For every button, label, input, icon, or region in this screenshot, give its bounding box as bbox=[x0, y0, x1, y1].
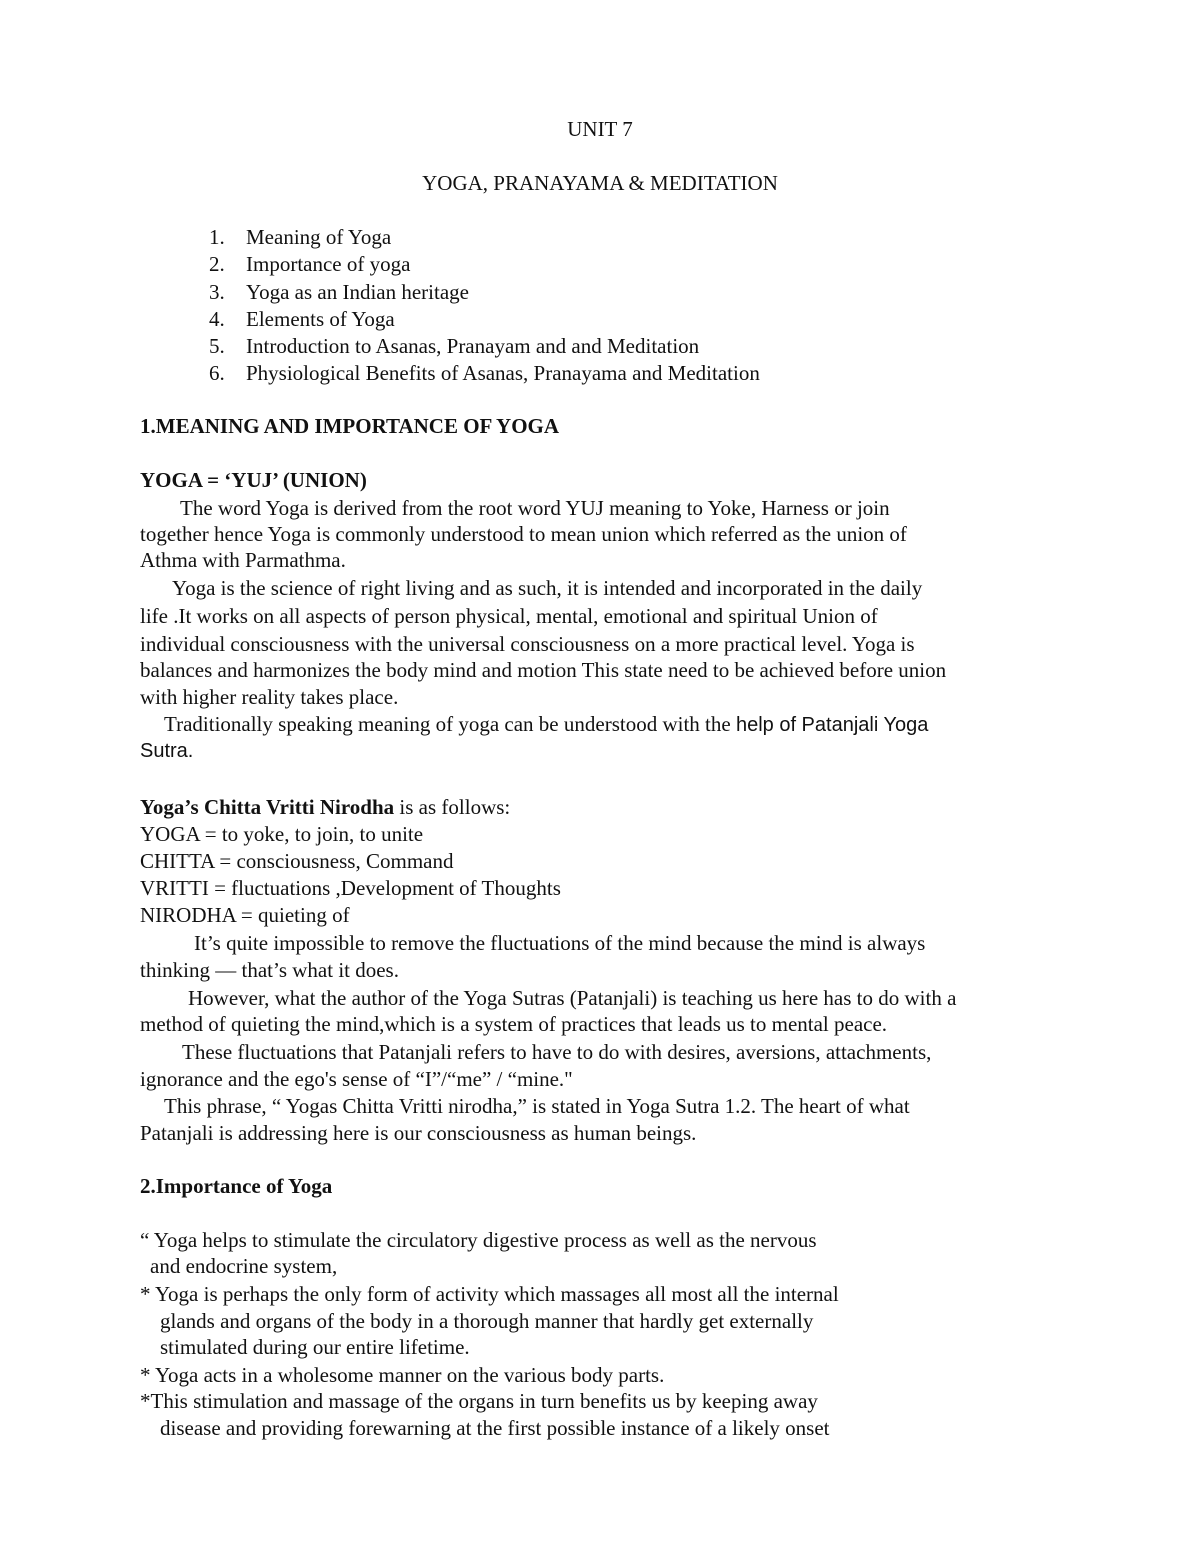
paragraph-line: Yoga is the science of right living and as such, it is intended and incorporated in the daily bbox=[172, 576, 923, 600]
definition-line: CHITTA = consciousness, Command bbox=[140, 849, 454, 873]
paragraph-line: balances and harmonizes the body mind and motion This state need to be achieved before union bbox=[140, 658, 947, 682]
bullet-line: disease and providing forewarning at the first possible instance of a likely onset bbox=[160, 1416, 830, 1440]
bullet-line: stimulated during our entire lifetime. bbox=[160, 1335, 470, 1359]
toc-number: 2. bbox=[209, 252, 225, 276]
document-title: YOGA, PRANAYAMA & MEDITATION bbox=[422, 171, 778, 195]
paragraph-text: Traditionally speaking meaning of yoga can be understood with the bbox=[164, 712, 731, 736]
definition-line: VRITTI = fluctuations ,Development of Thoughts bbox=[140, 876, 561, 900]
toc-text: Introduction to Asanas, Pranayam and and Meditation bbox=[246, 334, 700, 358]
paragraph-line bbox=[164, 711, 928, 738]
definition-line: NIRODHA = quieting of bbox=[140, 903, 350, 927]
toc-text: Yoga as an Indian heritage bbox=[246, 280, 469, 304]
section-heading: 2.Importance of Yoga bbox=[140, 1174, 333, 1198]
paragraph-line: The word Yoga is derived from the root word YUJ meaning to Yoke, Harness or join bbox=[180, 496, 890, 520]
paragraph-line: Sutra. bbox=[140, 740, 194, 762]
toc-text: Elements of Yoga bbox=[246, 307, 395, 331]
bullet-line: and endocrine system, bbox=[150, 1254, 338, 1278]
paragraph-line: It’s quite impossible to remove the fluctuations of the mind because the mind is always bbox=[194, 931, 926, 955]
paragraph-line: life .It works on all aspects of person physical, mental, emotional and spiritual Union of bbox=[140, 604, 878, 628]
paragraph-line: method of quieting the mind,which is a system of practices that leads us to mental peace. bbox=[140, 1012, 888, 1036]
toc-number: 6. bbox=[209, 361, 225, 385]
paragraph-line: thinking — that’s what it does. bbox=[140, 958, 399, 982]
toc-text: Importance of yoga bbox=[246, 252, 411, 276]
paragraph-line: Patanjali is addressing here is our consciousness as human beings. bbox=[140, 1121, 697, 1145]
paragraph-line: However, what the author of the Yoga Sutras (Patanjali) is teaching us here has to do with a bbox=[188, 986, 957, 1010]
paragraph-line: individual consciousness with the universal consciousness on a more practical level. Yoga is bbox=[140, 632, 915, 656]
bullet-line: * Yoga is perhaps the only form of activity which massages all most all the internal bbox=[140, 1282, 839, 1306]
toc-text: Meaning of Yoga bbox=[246, 225, 392, 249]
paragraph-line: These fluctuations that Patanjali refers to have to do with desires, aversions, attachments, bbox=[182, 1040, 932, 1064]
chitta-heading-rest: is as follows: bbox=[394, 795, 511, 819]
toc-number: 4. bbox=[209, 307, 225, 331]
paragraph-line: with higher reality takes place. bbox=[140, 685, 399, 709]
paragraph-text-sans: help of Patanjali Yoga bbox=[735, 714, 929, 736]
bullet-line: glands and organs of the body in a thorough manner that hardly get externally bbox=[160, 1309, 814, 1333]
bullet-line: * Yoga acts in a wholesome manner on the various body parts. bbox=[140, 1363, 665, 1387]
chitta-heading bbox=[140, 794, 510, 820]
unit-title: UNIT 7 bbox=[567, 117, 633, 141]
definition-line: YOGA = to yoke, to join, to unite bbox=[140, 822, 424, 846]
section-heading: 1.MEANING AND IMPORTANCE OF YOGA bbox=[140, 414, 560, 438]
paragraph-line: together hence Yoga is commonly understood to mean union which referred as the union of bbox=[140, 522, 907, 546]
toc-number: 5. bbox=[209, 334, 225, 358]
paragraph-line: ignorance and the ego's sense of “I”/“me” / “mine." bbox=[140, 1067, 573, 1091]
chitta-heading-bold: Yoga’s Chitta Vritti Nirodha bbox=[140, 795, 395, 819]
paragraph-line: Athma with Parmathma. bbox=[140, 548, 346, 572]
toc-number: 3. bbox=[209, 280, 225, 304]
section-subheading: YOGA = ‘YUJ’ (UNION) bbox=[140, 468, 367, 492]
toc-text: Physiological Benefits of Asanas, Pranayama and Meditation bbox=[246, 361, 760, 385]
bullet-line: *This stimulation and massage of the organs in turn benefits us by keeping away bbox=[140, 1389, 818, 1413]
paragraph-line: This phrase, “ Yogas Chitta Vritti nirodha,” is stated in Yoga Sutra 1.2. The heart of what bbox=[164, 1094, 910, 1118]
bullet-line: “ Yoga helps to stimulate the circulatory digestive process as well as the nervous bbox=[140, 1228, 817, 1252]
toc-number: 1. bbox=[209, 225, 225, 249]
